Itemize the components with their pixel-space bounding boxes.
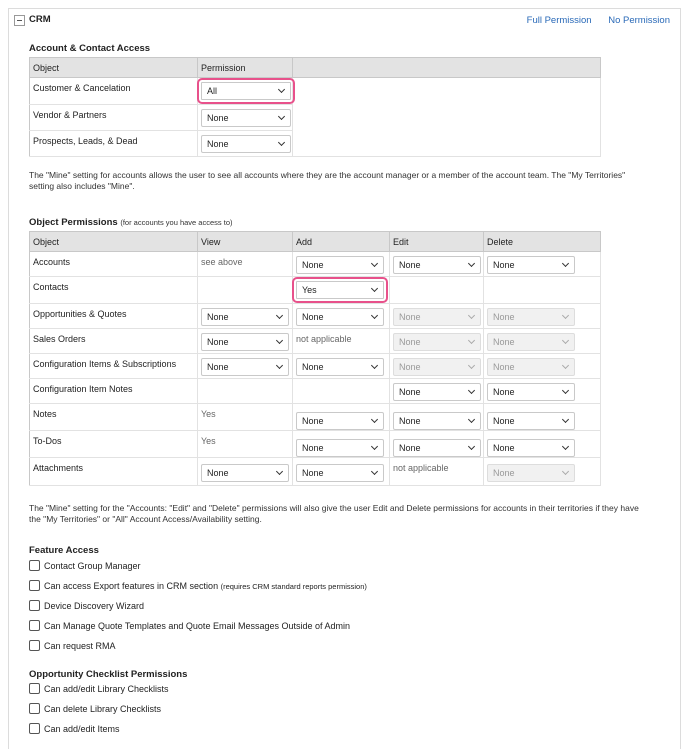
- col-edit: Edit: [390, 232, 484, 252]
- row-label: Configuration Items & Subscriptions: [30, 354, 198, 379]
- todos-view-value: Yes: [198, 431, 293, 458]
- accounts-edit-select[interactable]: None: [393, 256, 481, 274]
- row-label: Vendor & Partners: [30, 105, 198, 131]
- row-label: Opportunities & Quotes: [30, 304, 198, 329]
- sales-orders-edit-select: None: [393, 333, 481, 351]
- contacts-add-select[interactable]: Yes: [296, 281, 384, 299]
- vendor-access-select[interactable]: None: [201, 109, 291, 127]
- accounts-view-value: see above: [198, 252, 293, 277]
- accounts-delete-select[interactable]: None: [487, 256, 575, 274]
- object-permissions-table: [29, 231, 601, 486]
- config-items-view-select[interactable]: None: [201, 358, 289, 376]
- object-permissions-note: The "Mine" setting for the "Accounts: "Edit" and "Delete" permissions will also give the user Edit and Delete permissions for accounts in their territories if they have the "My Territories" or "All" Account Access/Availability setting.: [29, 503, 639, 524]
- opportunities-delete-select: None: [487, 308, 575, 326]
- accounts-add-select[interactable]: None: [296, 256, 384, 274]
- table-row: [30, 379, 601, 404]
- row-label: Customer & Cancelation: [30, 78, 198, 105]
- table-row: [30, 329, 601, 354]
- col-object: Object: [30, 58, 198, 78]
- col-view: View: [198, 232, 293, 252]
- todos-edit-select[interactable]: None: [393, 439, 481, 457]
- row-label: Prospects, Leads, & Dead: [30, 131, 198, 157]
- prospects-access-select[interactable]: None: [201, 135, 291, 153]
- full-permission-link[interactable]: Full Permission: [526, 15, 592, 26]
- todos-add-select[interactable]: None: [296, 439, 384, 457]
- row-label: Contacts: [30, 277, 198, 304]
- attachments-delete-select: None: [487, 464, 575, 482]
- notes-delete-select[interactable]: None: [487, 412, 575, 430]
- notes-add-select[interactable]: None: [296, 412, 384, 430]
- attachments-view-select[interactable]: None: [201, 464, 289, 482]
- sales-orders-add-value: not applicable: [293, 329, 390, 354]
- opportunities-add-select[interactable]: None: [296, 308, 384, 326]
- table-row: [30, 431, 601, 458]
- sales-orders-view-select[interactable]: None: [201, 333, 289, 351]
- no-permission-link[interactable]: No Permission: [608, 15, 670, 26]
- table-row: [30, 277, 601, 304]
- row-label: Attachments: [30, 458, 198, 486]
- table-row: [30, 304, 601, 329]
- row-label: Notes: [30, 404, 198, 431]
- notes-view-value: Yes: [198, 404, 293, 431]
- section-header: [14, 15, 670, 29]
- customer-access-select[interactable]: All: [201, 82, 291, 100]
- todos-delete-select[interactable]: None: [487, 439, 575, 457]
- opportunities-edit-select: None: [393, 308, 481, 326]
- collapse-icon[interactable]: [14, 15, 25, 26]
- table-row: [30, 354, 601, 379]
- row-label: To-Dos: [30, 431, 198, 458]
- checklist-permissions-title: Opportunity Checklist Permissions: [29, 669, 188, 680]
- sales-orders-delete-select: None: [487, 333, 575, 351]
- config-notes-delete-select[interactable]: None: [487, 383, 575, 401]
- object-permissions-title: Object Permissions (for accounts you have access to): [29, 217, 233, 228]
- config-notes-edit-select[interactable]: None: [393, 383, 481, 401]
- config-items-delete-select: None: [487, 358, 575, 376]
- attachments-edit-value: not applicable: [390, 458, 484, 486]
- account-access-title: Account & Contact Access: [29, 43, 151, 54]
- table-row: [30, 404, 601, 431]
- attachments-add-select[interactable]: None: [296, 464, 384, 482]
- account-access-note: The "Mine" setting for accounts allows the user to see all accounts where they are the account manager or a member of the account team. The "My Territories" setting also includes "Mine".: [29, 170, 626, 191]
- table-row: [30, 105, 601, 131]
- config-items-add-select[interactable]: None: [296, 358, 384, 376]
- table-row: [30, 458, 601, 486]
- table-row: [30, 131, 601, 157]
- config-items-edit-select: None: [393, 358, 481, 376]
- col-object: Object: [30, 232, 198, 252]
- object-permissions-subtitle: (for accounts you have access to): [120, 218, 233, 227]
- feature-access-title: Feature Access: [29, 545, 99, 556]
- col-delete: Delete: [484, 232, 601, 252]
- notes-edit-select[interactable]: None: [393, 412, 481, 430]
- opportunities-view-select[interactable]: None: [201, 308, 289, 326]
- col-add: Add: [293, 232, 390, 252]
- table-row: [30, 78, 601, 105]
- account-access-table: [29, 57, 601, 157]
- row-label: Accounts: [30, 252, 198, 277]
- table-row: [30, 252, 601, 277]
- row-label: Sales Orders: [30, 329, 198, 354]
- section-title: CRM: [29, 14, 51, 25]
- row-label: Configuration Item Notes: [30, 379, 198, 404]
- col-permission: Permission: [198, 58, 293, 78]
